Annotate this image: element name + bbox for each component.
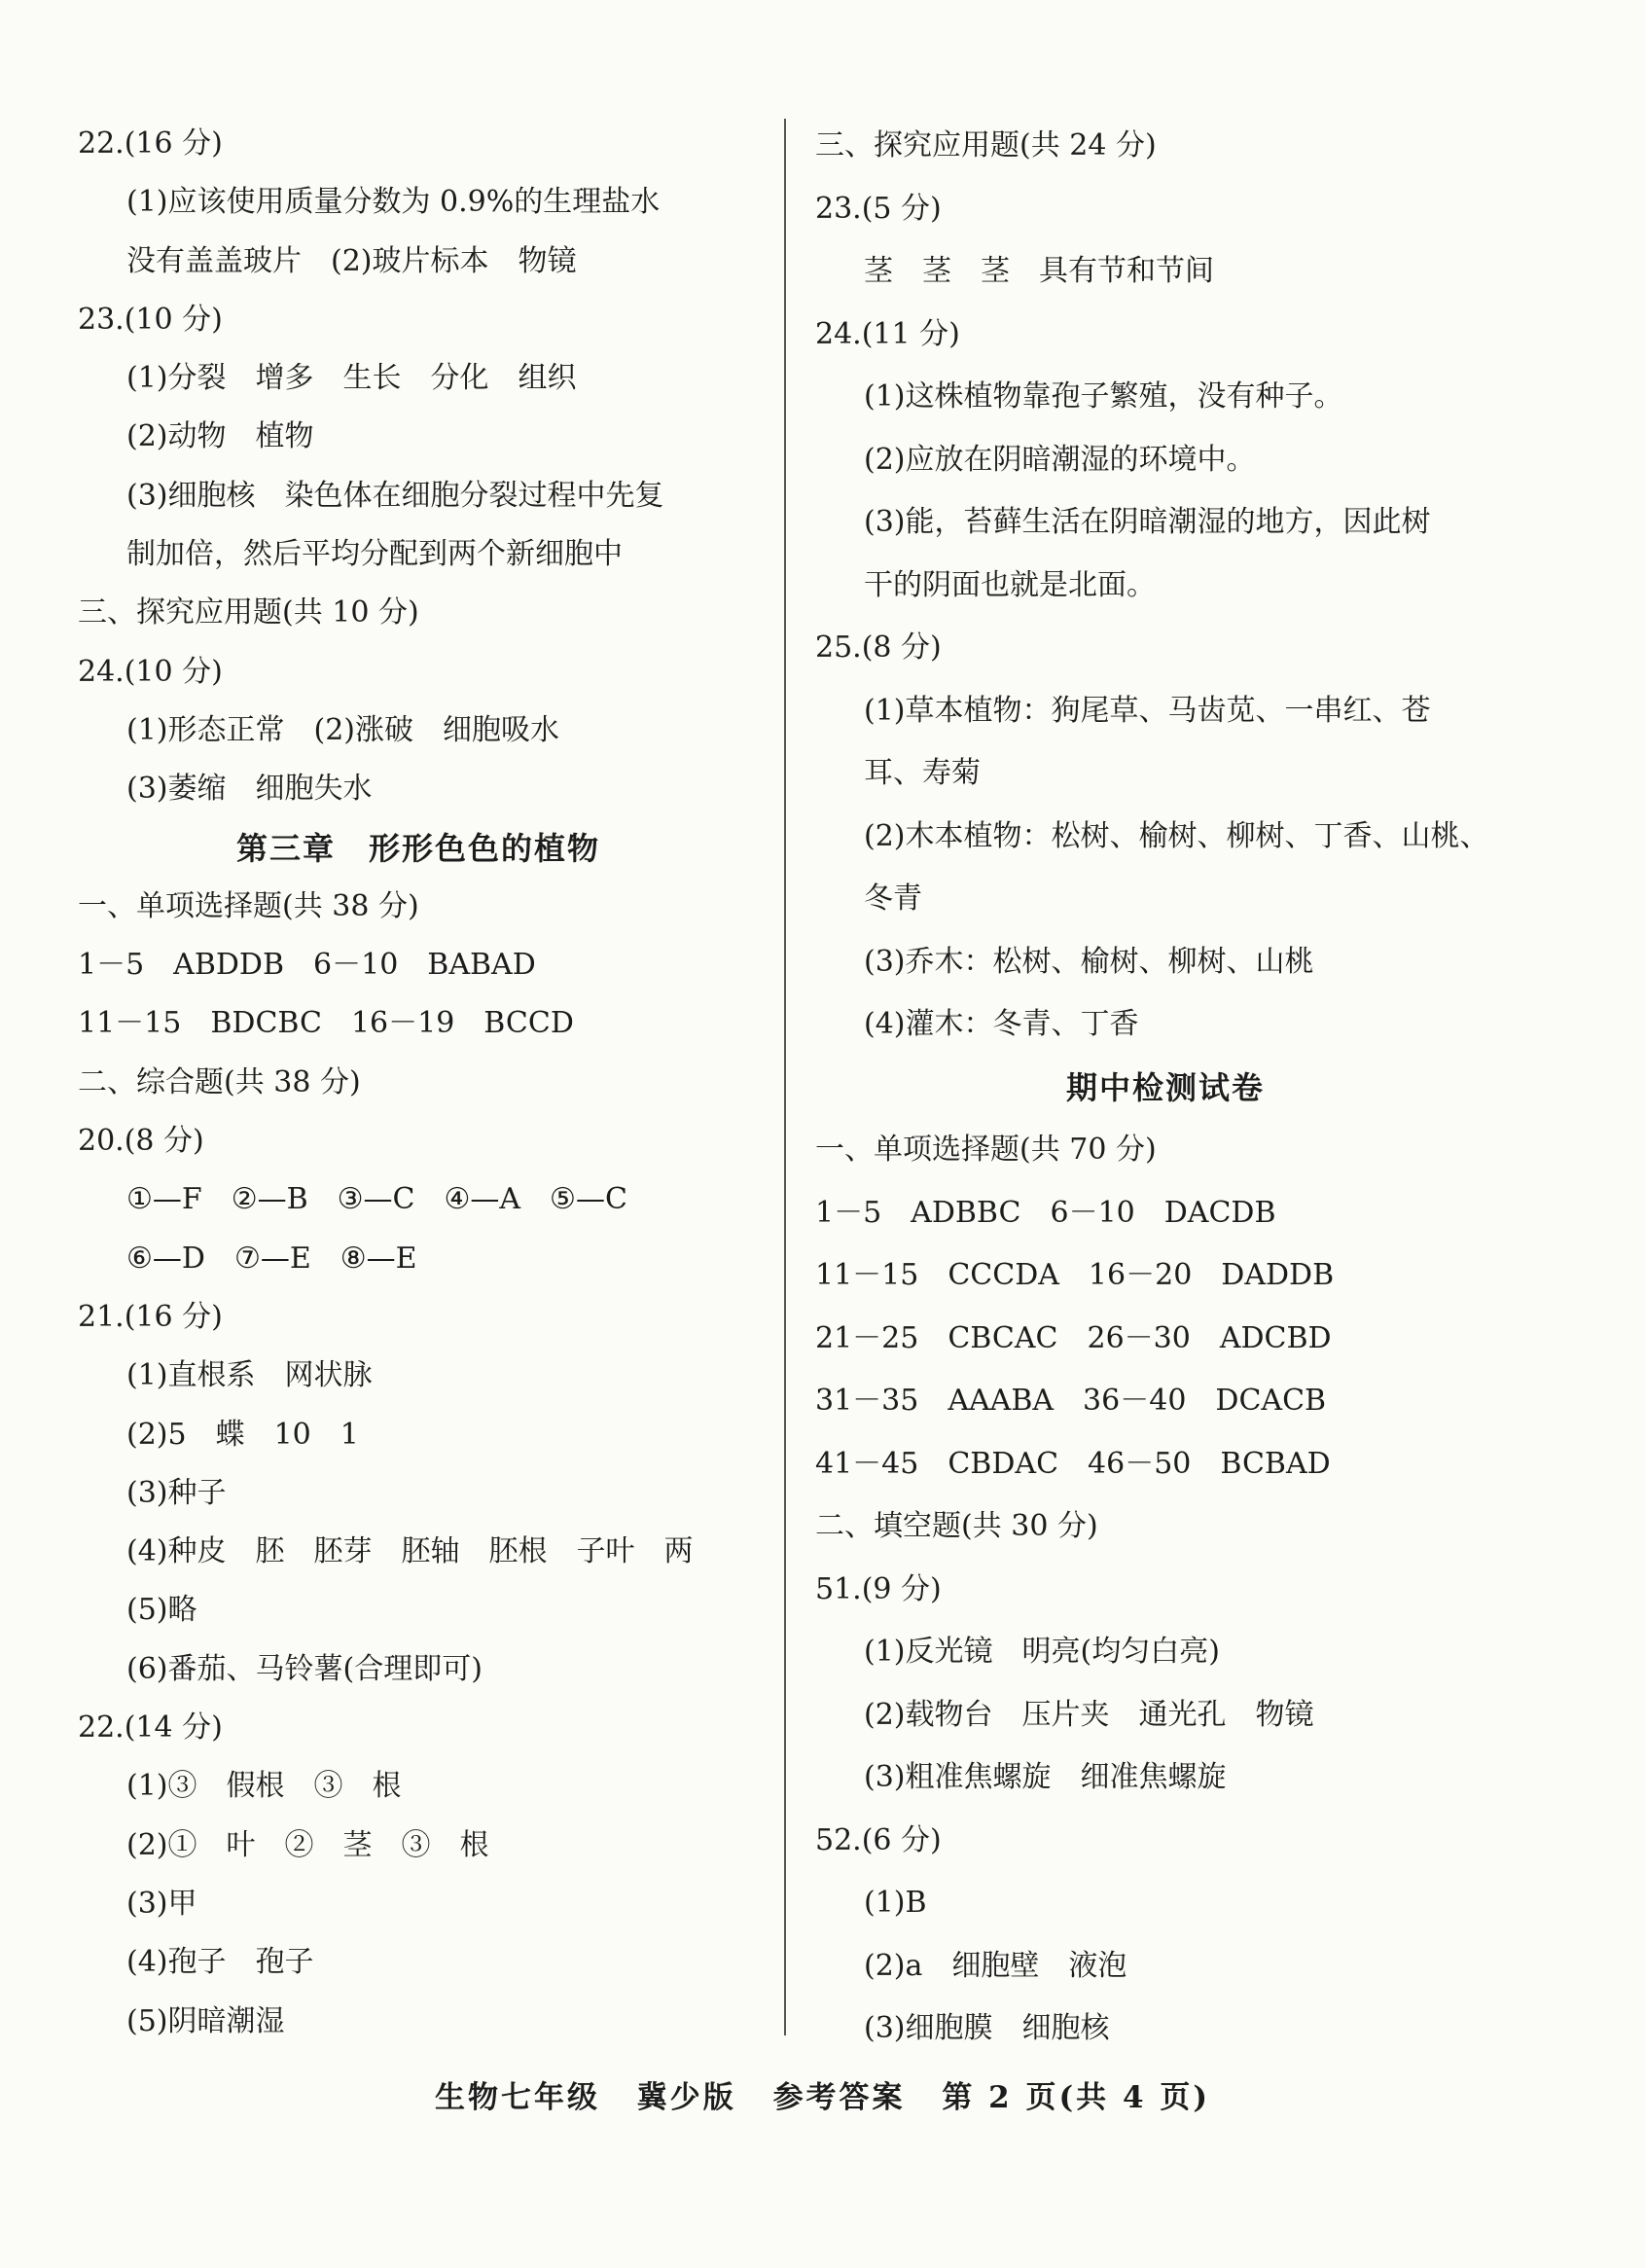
- question-label: 11－15 CCCDA 16－20 DADDB: [815, 1258, 1335, 1292]
- answer-line: (4)孢子 孢子: [126, 1945, 314, 1980]
- answer-line: ⑥—D ⑦—E ⑧—E: [126, 1241, 417, 1276]
- question-label: 23.(10 分): [78, 302, 223, 337]
- question-label: 21.(16 分): [78, 1299, 223, 1334]
- question-label: 一、单项选择题(共 70 分): [815, 1133, 1157, 1167]
- footer-doc-type: 参考答案: [772, 2080, 906, 2115]
- column-divider: [784, 119, 786, 2035]
- footer-subject: 生物七年级: [434, 2080, 600, 2115]
- answer-line: (3)粗准焦螺旋 细准焦螺旋: [864, 1760, 1227, 1794]
- question-label: 51.(9 分): [815, 1571, 942, 1606]
- question-label: 二、填空题(共 30 分): [815, 1509, 1098, 1543]
- question-label: 1－5 ABDDB 6－10 BABAD: [78, 948, 536, 983]
- footer-page-number: 第 2 页(共 4 页): [942, 2080, 1211, 2115]
- answer-line: (2)① 叶 ② 茎 ③ 根: [126, 1827, 489, 1862]
- answer-line: 干的阴面也就是北面。: [864, 567, 1156, 602]
- answer-line: (1)③ 假根 ③ 根: [126, 1769, 402, 1804]
- question-label: 22.(16 分): [78, 126, 223, 161]
- section-heading: 第三章 形形色色的植物: [235, 829, 600, 867]
- answer-line: 茎 茎 茎 具有节和节间: [864, 254, 1214, 288]
- question-label: 11－15 BDCBC 16－19 BCCD: [78, 1006, 574, 1041]
- question-label: 31－35 AAABA 36－40 DCACB: [815, 1384, 1327, 1418]
- answer-line: (2)动物 植物: [126, 419, 314, 454]
- answer-line: (2)5 蝶 10 1: [126, 1417, 359, 1452]
- question-label: 一、单项选择题(共 38 分): [78, 888, 419, 923]
- answer-line: 制加倍，然后平均分配到两个新细胞中: [126, 537, 623, 572]
- answer-line: (5)略: [126, 1593, 197, 1628]
- question-label: 22.(14 分): [78, 1710, 223, 1746]
- answer-line: (1)B: [864, 1886, 927, 1920]
- answer-line: (6)番茄、马铃薯(合理即可): [126, 1651, 483, 1686]
- answer-line: ①—F ②—B ③—C ④—A ⑤—C: [126, 1182, 627, 1217]
- answer-line: (1)应该使用质量分数为 0.9%的生理盐水: [126, 185, 661, 220]
- section-heading: 期中检测试卷: [1065, 1068, 1265, 1106]
- footer-edition: 冀少版: [636, 2080, 736, 2115]
- answer-line: 冬青: [864, 882, 922, 916]
- answer-line: 耳、寿菊: [864, 756, 981, 790]
- answer-line: (3)甲: [126, 1886, 197, 1921]
- answer-line: (2)a 细胞壁 液泡: [864, 1948, 1127, 1983]
- answer-line: (4)种皮 胚 胚芽 胚轴 胚根 子叶 两: [126, 1534, 694, 1569]
- answer-line: (1)直根系 网状脉: [126, 1358, 373, 1393]
- answer-line: (2)木本植物：松树、榆树、柳树、丁香、山桃、: [864, 818, 1489, 853]
- answer-line: (3)细胞核 染色体在细胞分裂过程中先复: [126, 478, 664, 513]
- question-label: 二、综合题(共 38 分): [78, 1064, 361, 1099]
- left-column: [78, 115, 759, 2051]
- question-label: 52.(6 分): [815, 1822, 942, 1857]
- question-label: 23.(5 分): [815, 191, 942, 226]
- question-label: 41－45 CBDAC 46－50 BCBAD: [815, 1446, 1331, 1481]
- question-label: 20.(8 分): [78, 1124, 204, 1159]
- answer-line: (3)种子: [126, 1475, 227, 1510]
- right-column: [815, 115, 1516, 2061]
- answer-line: (1)草本植物：狗尾草、马齿苋、一串红、苍: [864, 693, 1431, 728]
- answer-line: (1)分裂 增多 生长 分化 组织: [126, 361, 577, 396]
- answer-line: (3)细胞膜 细胞核: [864, 2011, 1110, 2045]
- page-footer: [0, 2072, 1645, 2116]
- answer-line: (4)灌木：冬青、丁香: [864, 1007, 1139, 1041]
- question-label: 24.(10 分): [78, 654, 223, 689]
- question-label: 1－5 ADBBC 6－10 DACDB: [815, 1195, 1276, 1230]
- answer-line: (3)乔木：松树、榆树、柳树、山桃: [864, 944, 1314, 979]
- answer-line: (3)萎缩 细胞失水: [126, 772, 373, 807]
- question-label: 三、探究应用题(共 24 分): [815, 128, 1157, 162]
- question-label: 21－25 CBCAC 26－30 ADCBD: [815, 1320, 1332, 1355]
- answer-line: (2)应放在阴暗潮湿的环境中。: [864, 442, 1256, 477]
- answer-line: 没有盖盖玻片 (2)玻片标本 物镜: [126, 243, 577, 278]
- answer-line: (1)这株植物靠孢子繁殖，没有种子。: [864, 379, 1343, 414]
- answer-line: (2)载物台 压片夹 通光孔 物镜: [864, 1697, 1314, 1732]
- answer-line: (1)形态正常 (2)涨破 细胞吸水: [126, 712, 559, 747]
- answer-line: (1)反光镜 明亮(均匀白亮): [864, 1635, 1220, 1669]
- question-label: 三、探究应用题(共 10 分): [78, 595, 419, 630]
- question-label: 25.(8 分): [815, 630, 942, 665]
- answer-line: (3)能，苔藓生活在阴暗潮湿的地方，因此树: [864, 505, 1431, 539]
- question-label: 24.(11 分): [815, 316, 960, 351]
- answer-line: (5)阴暗潮湿: [126, 2003, 285, 2038]
